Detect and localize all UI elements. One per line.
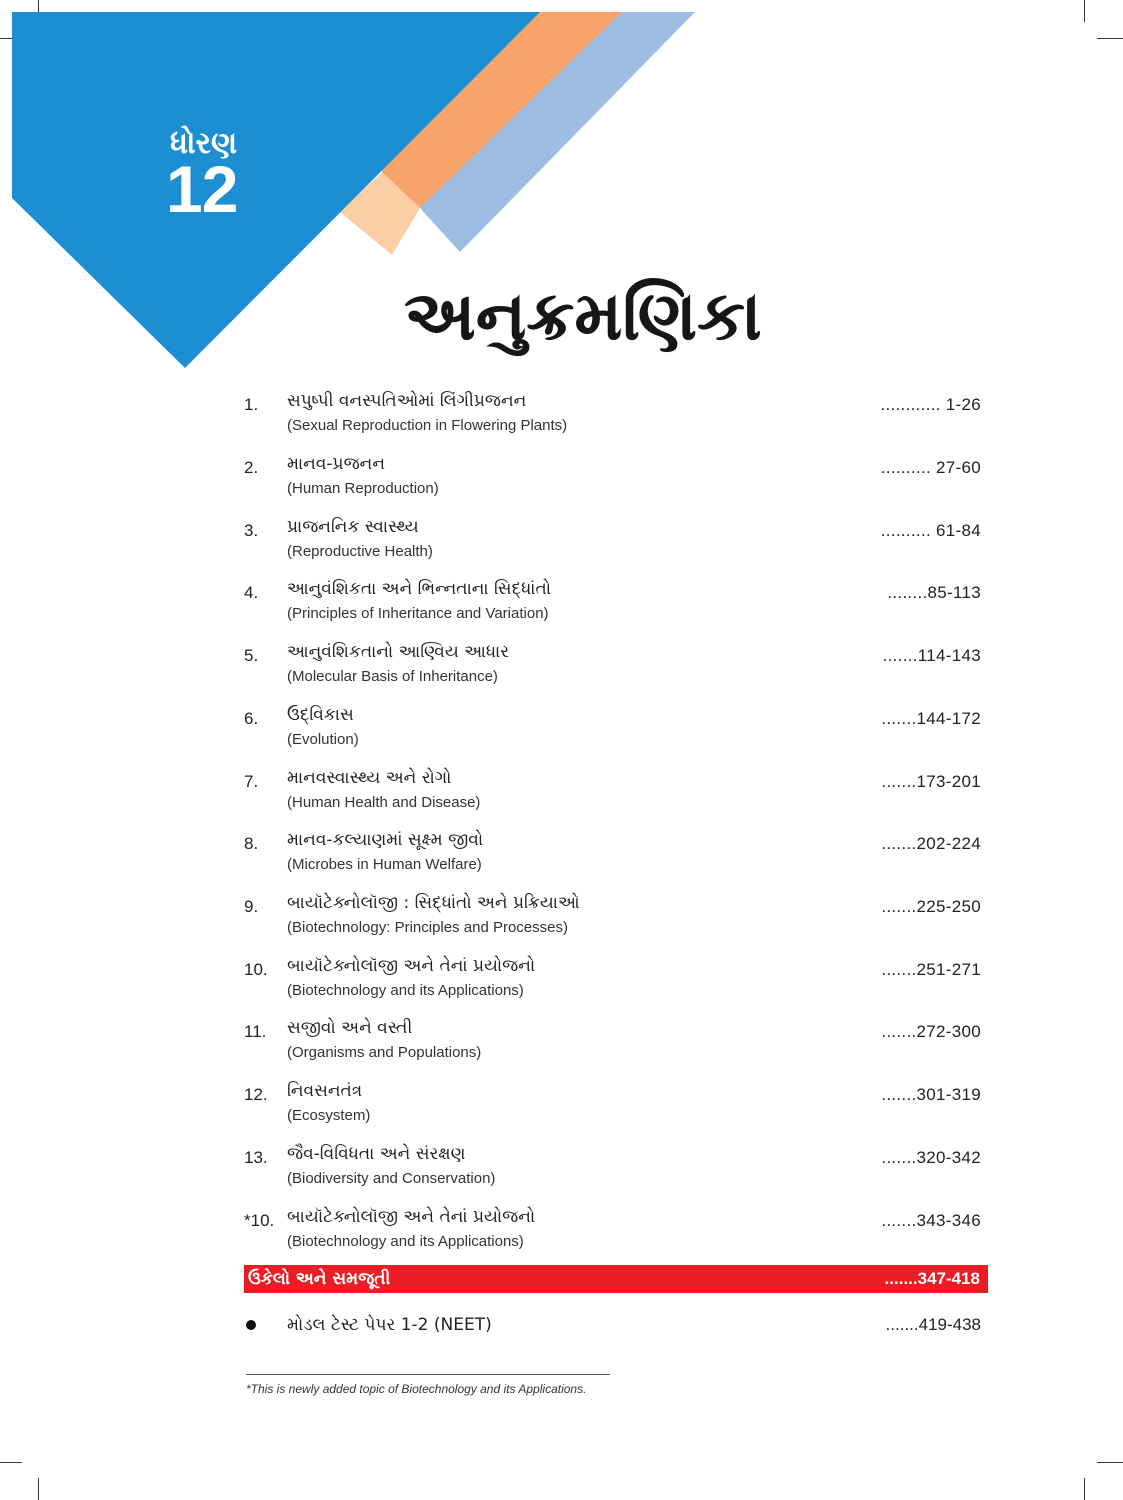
entry-title-english: (Molecular Basis of Inheritance)	[287, 668, 498, 685]
entry-title-english: (Biotechnology: Principles and Processes)	[287, 919, 568, 936]
solutions-label: ઉકેલો અને સમજૂતી	[248, 1269, 391, 1289]
entry-number: 5.	[244, 646, 259, 665]
entry-title-english: (Organisms and Populations)	[287, 1044, 482, 1061]
entry-title-english: (Biodiversity and Conservation)	[287, 1170, 496, 1187]
entry-title-english: (Sexual Reproduction in Flowering Plants)	[287, 417, 568, 434]
bullet-icon	[246, 1320, 256, 1330]
entry-pages: .......144-172	[881, 709, 981, 728]
entry-pages: ........85-113	[887, 583, 981, 602]
toc-entry	[0, 388, 1123, 444]
toc-entry	[0, 1204, 1123, 1260]
entry-pages: .......343-346	[881, 1211, 981, 1230]
entry-number: 6.	[244, 709, 259, 728]
entry-title-gujarati: જૈવ-વિવિધતા અને સંરક્ષણ	[287, 1144, 466, 1164]
entry-title-gujarati: માનવસ્વાસ્થ્ય અને રોગો	[287, 768, 452, 788]
grade-label: ધોરણ	[170, 126, 238, 161]
entry-title-gujarati: ઉદ્‌વિકાસ	[287, 705, 354, 725]
toc-entry	[0, 765, 1123, 821]
entry-number: 12.	[244, 1085, 268, 1104]
entry-pages: .......... 27-60	[880, 458, 981, 477]
entry-title-gujarati: બાયૉટેક્નોલૉજી અને તેનાં પ્રયોજનો	[287, 956, 536, 976]
entry-title-english: (Human Health and Disease)	[287, 794, 481, 811]
entry-title-english: (Microbes in Human Welfare)	[287, 856, 482, 873]
entry-number: 3.	[244, 521, 259, 540]
entry-number: 11.	[244, 1022, 267, 1041]
model-test-paper-pages: .......419-438	[885, 1315, 981, 1334]
entry-pages: .......251-271	[881, 960, 981, 979]
toc-entry	[0, 1015, 1123, 1071]
entry-title-english: (Ecosystem)	[287, 1107, 371, 1124]
solutions-pages: .......347-418	[884, 1269, 980, 1288]
entry-number: 1.	[244, 395, 259, 414]
entry-title-gujarati: સજીવો અને વસ્તી	[287, 1018, 413, 1038]
entry-title-english: (Human Reproduction)	[287, 480, 439, 497]
entry-title-english: (Reproductive Health)	[287, 543, 433, 560]
entry-title-gujarati: આનુવંશિકતા અને ભિન્નતાના સિદ્ધાંતો	[287, 579, 551, 599]
entry-number: 13.	[244, 1148, 268, 1167]
entry-pages: .......301-319	[881, 1085, 981, 1104]
entry-title-gujarati: પ્રાજનનિક સ્વાસ્થ્ય	[287, 517, 419, 537]
toc-entry	[0, 576, 1123, 632]
entry-pages: .......... 61-84	[880, 521, 981, 540]
grade-number: 12	[166, 152, 238, 226]
footnote-divider	[246, 1374, 610, 1375]
toc-entry	[0, 451, 1123, 507]
toc-entry	[0, 827, 1123, 883]
crop-mark-bottom-right-h	[1097, 1462, 1123, 1463]
toc-entry	[0, 702, 1123, 758]
entry-pages: .......225-250	[881, 897, 981, 916]
entry-pages: .......320-342	[881, 1148, 981, 1167]
entry-number: 8.	[244, 834, 259, 853]
entry-title-gujarati: સપુષ્પી વનસ્પતિઓમાં લિંગીપ્રજનન	[287, 391, 527, 411]
model-test-paper-row	[0, 1313, 1123, 1339]
entry-number: 10.	[244, 960, 268, 979]
toc-entry	[0, 514, 1123, 570]
entry-number: 2.	[244, 458, 259, 477]
entry-number: *10.	[244, 1211, 275, 1230]
footnote: *This is newly added topic of Biotechnology and its Applications.	[246, 1382, 587, 1396]
toc-entry	[0, 1078, 1123, 1134]
entry-title-english: (Principles of Inheritance and Variation)	[287, 605, 549, 622]
entry-pages: .......272-300	[881, 1022, 981, 1041]
entry-title-gujarati: બાયૉટેક્નોલૉજી : સિદ્ધાંતો અને પ્રક્રિયાઓ	[287, 893, 580, 913]
entry-number: 4.	[244, 583, 259, 602]
entry-title-gujarati: બાયૉટેક્નોલૉજી અને તેનાં પ્રયોજનો	[287, 1207, 536, 1227]
entry-pages: .......114-143	[882, 646, 981, 665]
entry-title-english: (Biotechnology and its Applications)	[287, 982, 524, 999]
entry-title-gujarati: માનવ-પ્રજનન	[287, 454, 386, 474]
page-title: અનુક્રમણિકા	[404, 277, 762, 356]
crop-mark-bottom-left-h	[0, 1462, 22, 1463]
toc-entry	[0, 1141, 1123, 1197]
entry-title-gujarati: માનવ-કલ્યાણમાં સૂક્ષ્મ જીવો	[287, 830, 484, 850]
crop-mark-bottom-right-v	[1084, 1478, 1085, 1500]
solutions-banner	[244, 1265, 988, 1293]
crop-mark-bottom-left-v	[38, 1478, 39, 1500]
model-test-paper-label: મોડલ ટેસ્ટ પેપર 1-2 (NEET)	[287, 1315, 492, 1335]
toc-entry	[0, 890, 1123, 946]
toc-entry	[0, 953, 1123, 1009]
entry-pages: .......202-224	[881, 834, 981, 853]
entry-pages: .......173-201	[881, 772, 981, 791]
entry-pages: ............ 1-26	[880, 395, 981, 414]
entry-number: 7.	[244, 772, 259, 791]
entry-title-gujarati: નિવસનતંત્ર	[287, 1081, 363, 1101]
entry-title-english: (Evolution)	[287, 731, 359, 748]
entry-title-gujarati: આનુવંશિકતાનો આણ્વિય આધાર	[287, 642, 509, 662]
entry-title-english: (Biotechnology and its Applications)	[287, 1233, 524, 1250]
toc-entry	[0, 639, 1123, 695]
entry-number: 9.	[244, 897, 259, 916]
